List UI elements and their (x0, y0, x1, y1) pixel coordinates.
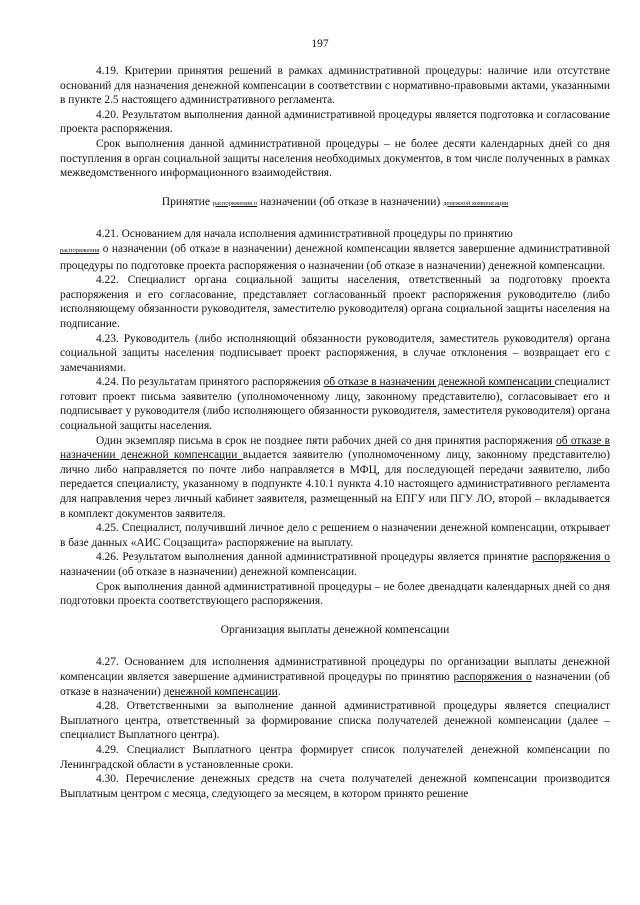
paragraph-4-19: 4.19. Критерии принятия решений в рамках административной процедуры: наличие или отсутствие оснований для назначения денежной компенсации в соответствии с нормативно-правовыми актами, указанными в пункте 2.5 настоящего административного регламента. (60, 65, 610, 107)
paragraph-4-21 (60, 227, 610, 273)
text-run: . (277, 685, 281, 698)
paragraph-4-24 (60, 375, 610, 433)
underlined-text-run: распоряжения о (453, 670, 532, 683)
paragraph-term-1: Срок выполнения данной административной процедуры – не более десяти календарных дней со дня поступления в орган социальной защиты населения необходимых документов, в том числе полученных в рамках межведомственного информационного взаимодействия. (60, 137, 610, 180)
section-heading-payment: Организация выплаты денежной компенсации (220, 622, 450, 636)
paragraph-4-29: 4.29. Специалист Выплатного центра формирует список получателей денежной компенсации по Ленинградской области в установленные сроки. (60, 743, 610, 771)
underlined-text-run: об отказе в назначении денежной компенсации (60, 434, 610, 462)
page-number: 197 (311, 38, 329, 50)
underlined-text-run: распоряжения о (531, 551, 610, 564)
heading-small-part: денежной компенсации (443, 199, 509, 207)
heading-text-part: Принятие (161, 194, 211, 208)
underlined-text-run: денежной компенсации (163, 685, 278, 698)
paragraph-4-27 (60, 655, 610, 699)
document-body (60, 64, 610, 801)
paragraph-4-26 (60, 550, 610, 579)
text-run: о назначении (об отказе в назначении) денежной компенсации является завершение административной процедуры по подготовке проекта распоряжения о назначении (об отказе в назначении) денежной компенсации. (60, 242, 610, 272)
paragraph-4-23: 4.23. Руководитель (либо исполняющий обязанности руководителя, заместитель руководителя) органа социальной защиты населения подписывает проект распоряжения, в случае отклонения – возвращает его с замечаниями. (60, 332, 610, 374)
paragraph-4-28: 4.28. Ответственными за выполнение данной административной процедуры является специалист Выплатного центра, ответственный за формирование списка получателей денежной компенсации (далее – специалист Выплатного центра). (60, 700, 610, 742)
paragraph-4-20: 4.20. Результатом выполнения данной административной процедуры является подготовка и согласование проекта распоряжения. (60, 108, 610, 136)
paragraph-term-2: Срок выполнения данной административной процедуры – не более двенадцати календарных дней со дня подготовки проекта соответствующего распоряжения. (60, 580, 610, 608)
text-run: 4.21. Основанием для начала исполнения административной процедуры по принятию (96, 228, 513, 241)
text-run: Один экземпляр письма в срок не позднее пяти рабочих дней со дня принятия распоряжения (96, 434, 557, 447)
heading-small-part: распоряжения о (212, 199, 258, 207)
small-text-run: распоряжения (60, 246, 100, 254)
paragraph-4-25: 4.25. Специалист, получивший личное дело с решением о назначении денежной компенсации, открывает в базе данных «АИС Соцзащита» распоряжение на выплату. (60, 522, 610, 549)
paragraph-4-30: 4.30. Перечисление денежных средств на счета получателей денежной компенсации производится Выплатным центром с месяца, следующего за месяцем, в котором принято решение (60, 773, 610, 800)
text-run: 4.27. Основанием для исполнения административной процедуры по организации выплаты денежной компенсации является завершение административной процедуры по принятию (60, 656, 610, 683)
paragraph-letter-copy (60, 434, 610, 522)
underlined-text-run: об отказе в назначении денежной компенсации (323, 376, 555, 389)
text-run: выдается заявителю (уполномоченному лицу, законному представителю) лично либо направляется по почте либо направляется в МФЦ, для последующей передачи заявителю, либо передается специалисту, указанному в подпункте 4.10.1 пункта 4.10 настоящего административного регламента для направления через личный кабинет заявителя, размещенный на ЕПГУ или ПГУ ЛО, второй – вкладывается в комплект документов заявителя. (60, 449, 610, 520)
section-heading-decision (60, 195, 610, 212)
text-run: специалист готовит проект письма заявителю (уполномоченному лицу, законному представителю), согласовывает его и подписывает у руководителя (либо исполняющего обязанности руководителя, заместителя руководителя) органа социальной защиты населения. (60, 376, 610, 433)
text-run: 4.24. По результатам принятого распоряжения (96, 376, 324, 389)
heading-text-part: назначении (об отказе в назначении) (259, 194, 441, 208)
text-run: назначении (об отказе в назначении) (60, 670, 610, 698)
paragraph-4-22: 4.22. Специалист органа социальной защиты населения, ответственный за подготовку проекта распоряжения и его согласование, представляет согласованный проект распоряжения руководителю (либо исполняющему обязанности руководителя, заместителю руководителя) органа социальной защиты населения на подписание. (60, 274, 610, 330)
text-run: назначении (об отказе в назначении) денежной компенсации. (60, 566, 357, 578)
text-run: 4.26. Результатом выполнения данной административной процедуры является принятие (96, 551, 532, 564)
